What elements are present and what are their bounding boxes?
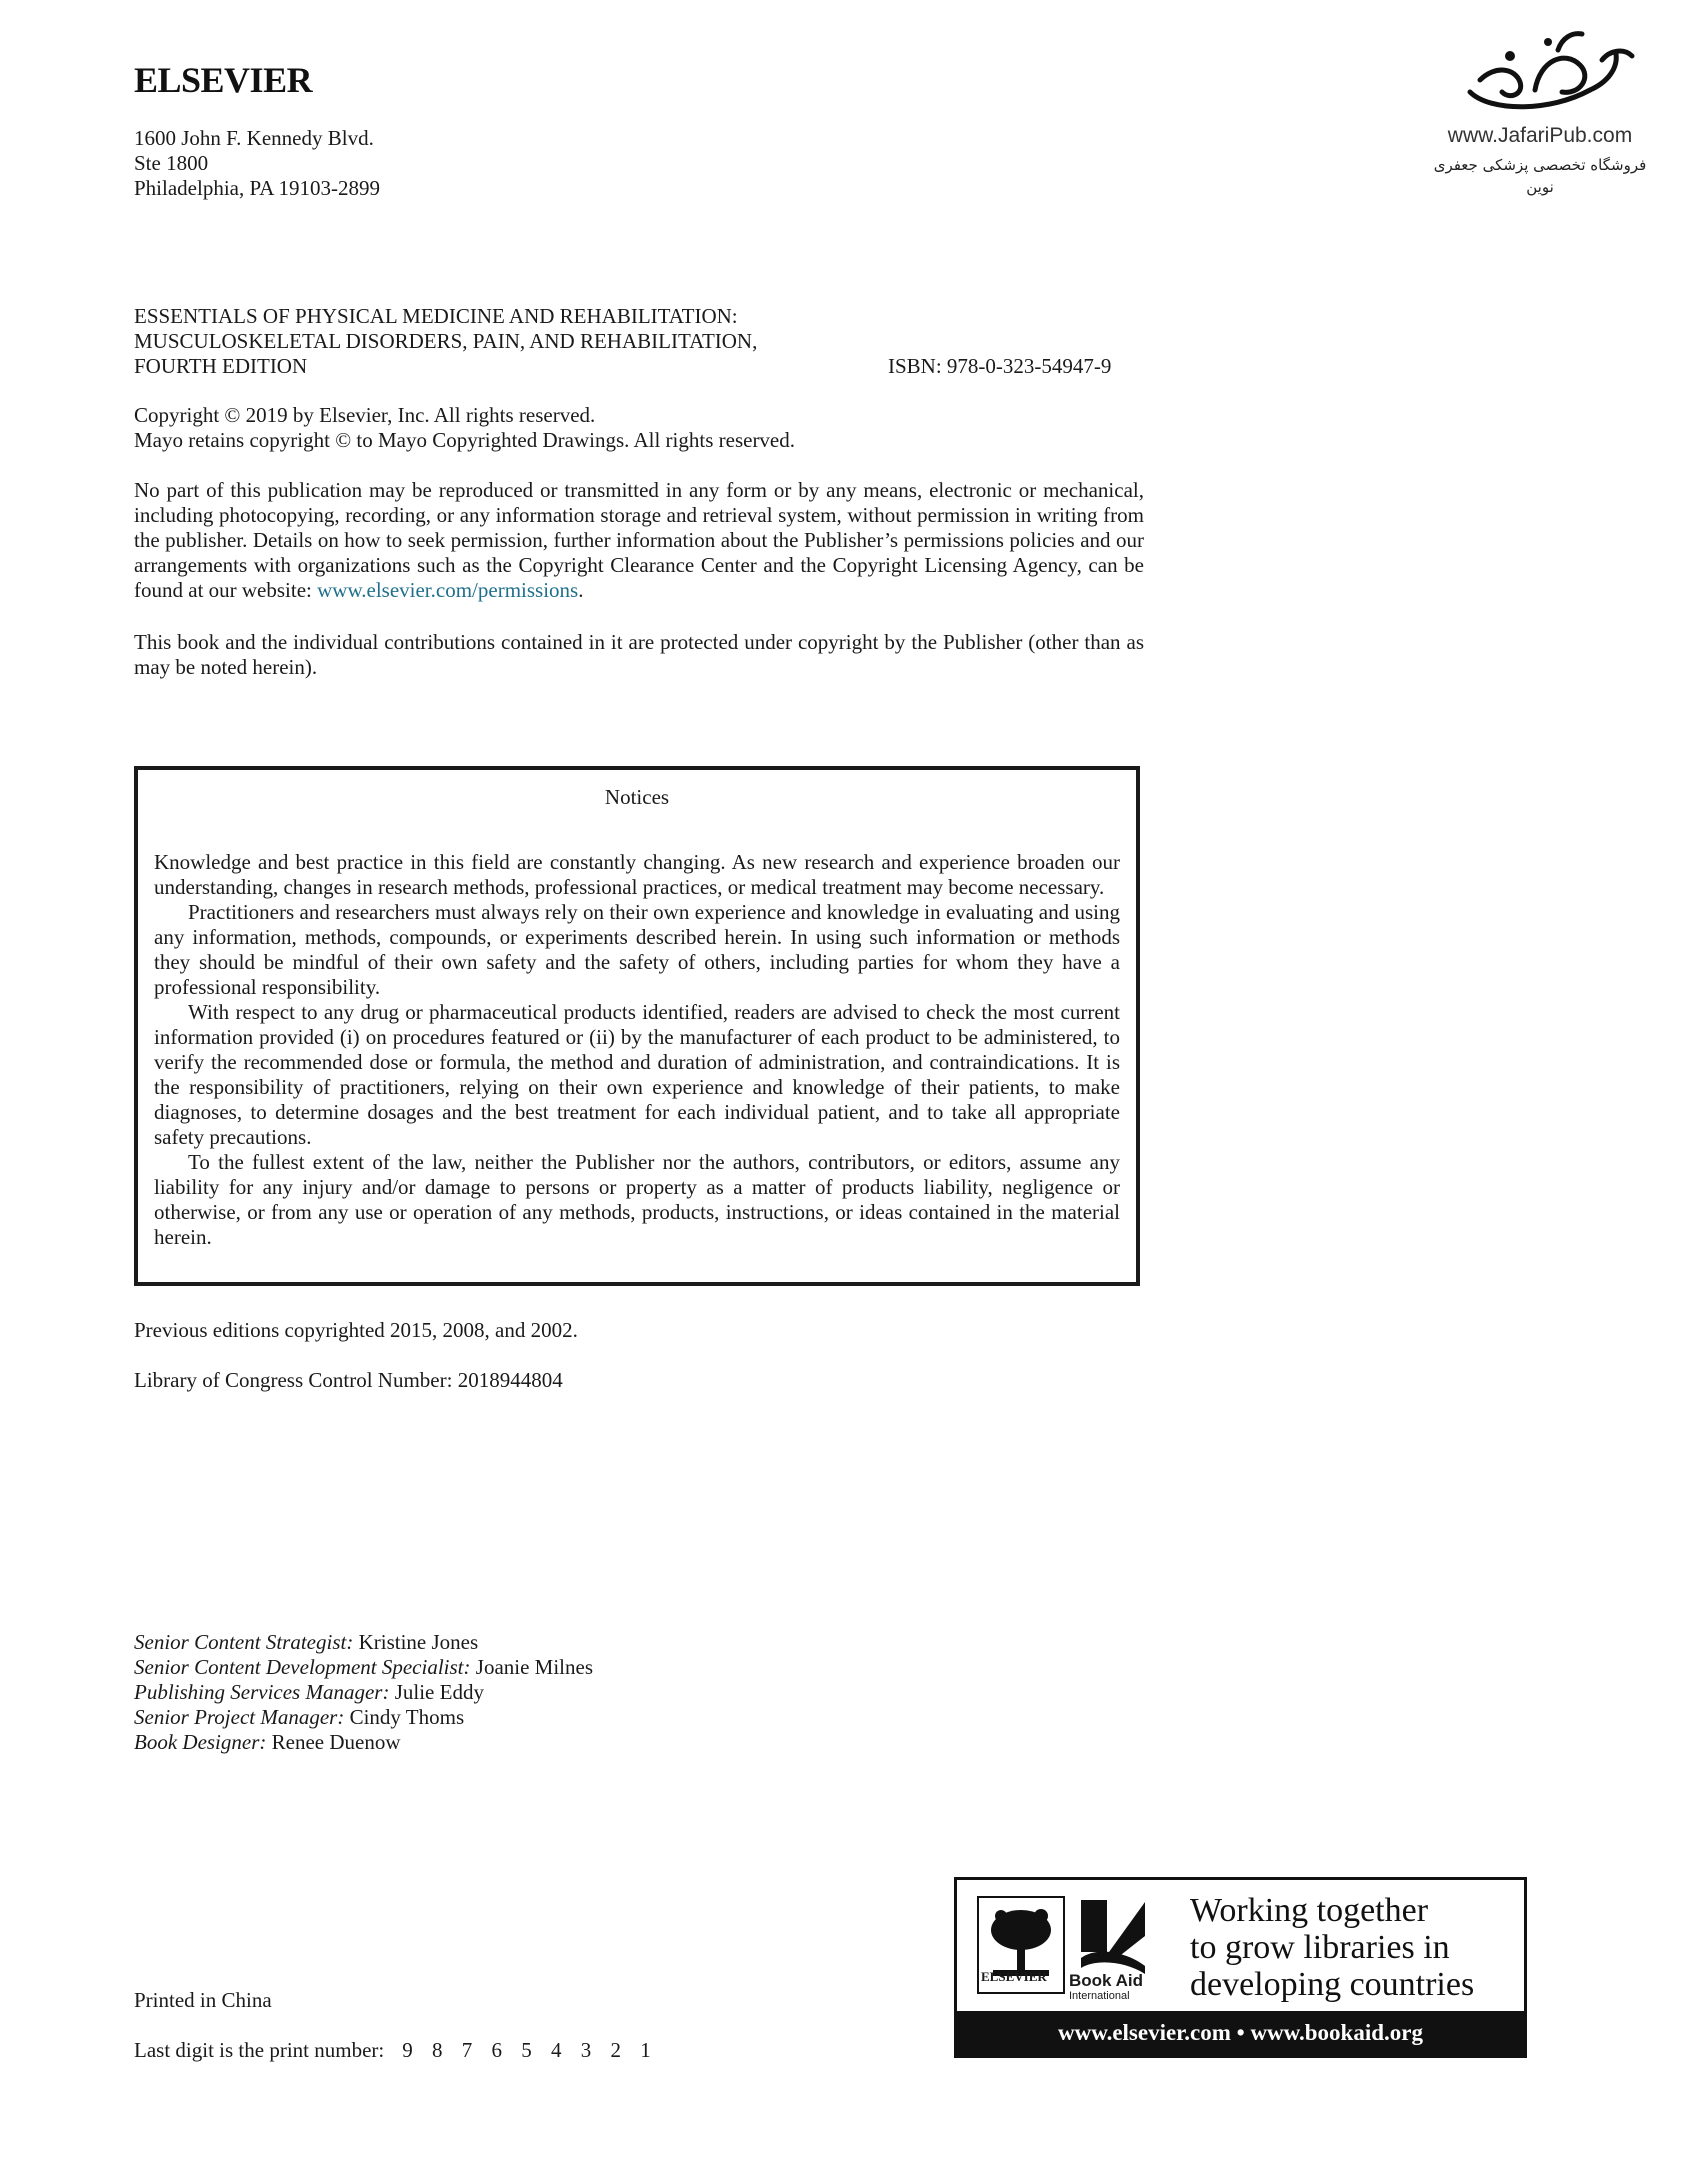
- permissions-link[interactable]: www.elsevier.com/permissions: [317, 578, 579, 602]
- credit-role: Publishing Services Manager:: [134, 1680, 390, 1704]
- book-aid-caption: Book Aid: [1069, 1971, 1143, 1990]
- credit-person: Julie Eddy: [394, 1680, 484, 1704]
- credit-person: Renee Duenow: [271, 1730, 401, 1754]
- permission-paragraph: No part of this publication may be reproduced or transmitted in any form or by any means, electronic or mechanical, including photocopying, recording, or any information storage and retrieval system, without permission in writing from the publisher. Details on how to seek permission, further information about the Publisher’s permissions policies and our arrangements with organizations such as the Copyright Clearance Center and the Copyright Licensing Agency, can be found at our website: www.elsevier.com/permissions.: [134, 478, 1144, 602]
- seller-logo-icon: [1440, 20, 1640, 120]
- book-title-line: MUSCULOSKELETAL DISORDERS, PAIN, AND REHABILITATION,: [134, 329, 758, 353]
- seller-watermark: [1420, 20, 1660, 198]
- protection-paragraph: This book and the individual contributions contained in it are protected under copyright by the Publisher (other than as may be noted herein).: [134, 630, 1144, 679]
- address-line: 1600 John F. Kennedy Blvd.: [134, 126, 374, 150]
- credit-role: Senior Content Strategist:: [134, 1630, 354, 1654]
- book-aid-badge: [954, 1877, 1527, 2058]
- credits-list: [134, 1630, 593, 1755]
- notice-paragraph: Knowledge and best practice in this field are constantly changing. As new research and experience broaden our understanding, changes in research methods, professional practices, or medical treatment may become necessary.: [154, 850, 1120, 899]
- print-number: [134, 2038, 651, 2063]
- copyright-statement: [134, 403, 795, 453]
- notice-paragraph: With respect to any drug or pharmaceutical products identified, readers are advised to check the most current information provided (i) on procedures featured or (ii) by the manufacturer of each product to be administered, to verify the recommended dose or formula, the method and duration of administration, and contraindications. It is the responsibility of practitioners, relying on their own experience and knowledge of their patients, to make diagnoses, to determine dosages and the best treatment for each individual patient, and to take all appropriate safety precautions.: [154, 1000, 1120, 1149]
- credit-person: Kristine Jones: [358, 1630, 479, 1654]
- lccn: Library of Congress Control Number: 2018944804: [134, 1368, 563, 1392]
- credit-person: Cindy Thoms: [349, 1705, 465, 1729]
- slogan-line: to grow libraries in: [1190, 1929, 1450, 1966]
- publisher-address: [134, 126, 380, 201]
- address-line: Ste 1800: [134, 151, 209, 175]
- credit-line: [134, 1680, 593, 1705]
- credit-line: [134, 1730, 593, 1755]
- seller-url: www.JafariPub.com: [1447, 124, 1633, 147]
- notices-body: [154, 850, 1120, 1250]
- print-number-digits: 9 8 7 6 5 4 3 2 1: [402, 2038, 651, 2062]
- print-number-label: Last digit is the print number:: [134, 2038, 385, 2062]
- notice-paragraph: To the fullest extent of the law, neither the Publisher nor the authors, contributors, or editors, assume any liability for any injury and/or damage to persons or property as a matter of products liability, negligence or otherwise, or from any use or operation of any methods, products, instructions, or ideas contained in the material herein.: [154, 1150, 1120, 1249]
- credit-role: Book Designer:: [134, 1730, 267, 1754]
- slogan-line: Working together: [1190, 1892, 1429, 1929]
- notice-paragraph: Practitioners and researchers must always rely on their own experience and knowledge in evaluating and using any information, methods, compounds, or experiments described herein. In using such information or methods they should be mindful of their own safety and the safety of others, including parties for whom they have a professional responsibility.: [154, 900, 1120, 999]
- previous-editions: Previous editions copyrighted 2015, 2008, and 2002.: [134, 1318, 578, 1342]
- credit-line: [134, 1705, 593, 1730]
- book-title-line: ESSENTIALS OF PHYSICAL MEDICINE AND REHABILITATION:: [134, 304, 738, 328]
- credit-role: Senior Content Development Specialist:: [134, 1655, 471, 1679]
- credit-role: Senior Project Manager:: [134, 1705, 345, 1729]
- notices-box: [134, 766, 1140, 1286]
- credit-person: Joanie Milnes: [475, 1655, 593, 1679]
- seller-tagline: فروشگاه تخصصی پزشکی جعفری نوین: [1433, 156, 1647, 196]
- credit-line: [134, 1655, 593, 1680]
- book-title-line: FOURTH EDITION: [134, 354, 308, 378]
- address-line: Philadelphia, PA 19103-2899: [134, 176, 380, 200]
- copyright-line: Copyright © 2019 by Elsevier, Inc. All rights reserved.: [134, 403, 596, 427]
- book-aid-footer: www.elsevier.com • www.bookaid.org: [957, 2011, 1524, 2055]
- isbn: ISBN: 978-0-323-54947-9: [888, 354, 1112, 378]
- publisher-name: ELSEVIER: [134, 60, 313, 100]
- notices-title: Notices: [604, 785, 670, 809]
- copyright-line: Mayo retains copyright © to Mayo Copyrighted Drawings. All rights reserved.: [134, 428, 796, 452]
- credit-line: [134, 1630, 593, 1655]
- elsevier-caption: ELSEVIER: [981, 1969, 1047, 1984]
- book-aid-caption-sub: International: [1069, 1990, 1130, 2002]
- printed-in: Printed in China: [134, 1988, 272, 2012]
- book-aid-slogan: [1190, 1892, 1474, 2003]
- permission-text: No part of this publication may be reproduced or transmitted in any form or by any means, electronic or mechanical, including photocopying, recording, or any information storage and retrieval system, without permission in writing from the publisher. Details on how to seek permission, further information about the Publisher’s permissions policies and our arrangements with organizations such as the Copyright Clearance Center and the Copyright Licensing Agency, can be found at our website:: [134, 478, 1144, 602]
- slogan-line: developing countries: [1190, 1966, 1475, 2003]
- book-aid-icon: [1081, 1900, 1145, 1974]
